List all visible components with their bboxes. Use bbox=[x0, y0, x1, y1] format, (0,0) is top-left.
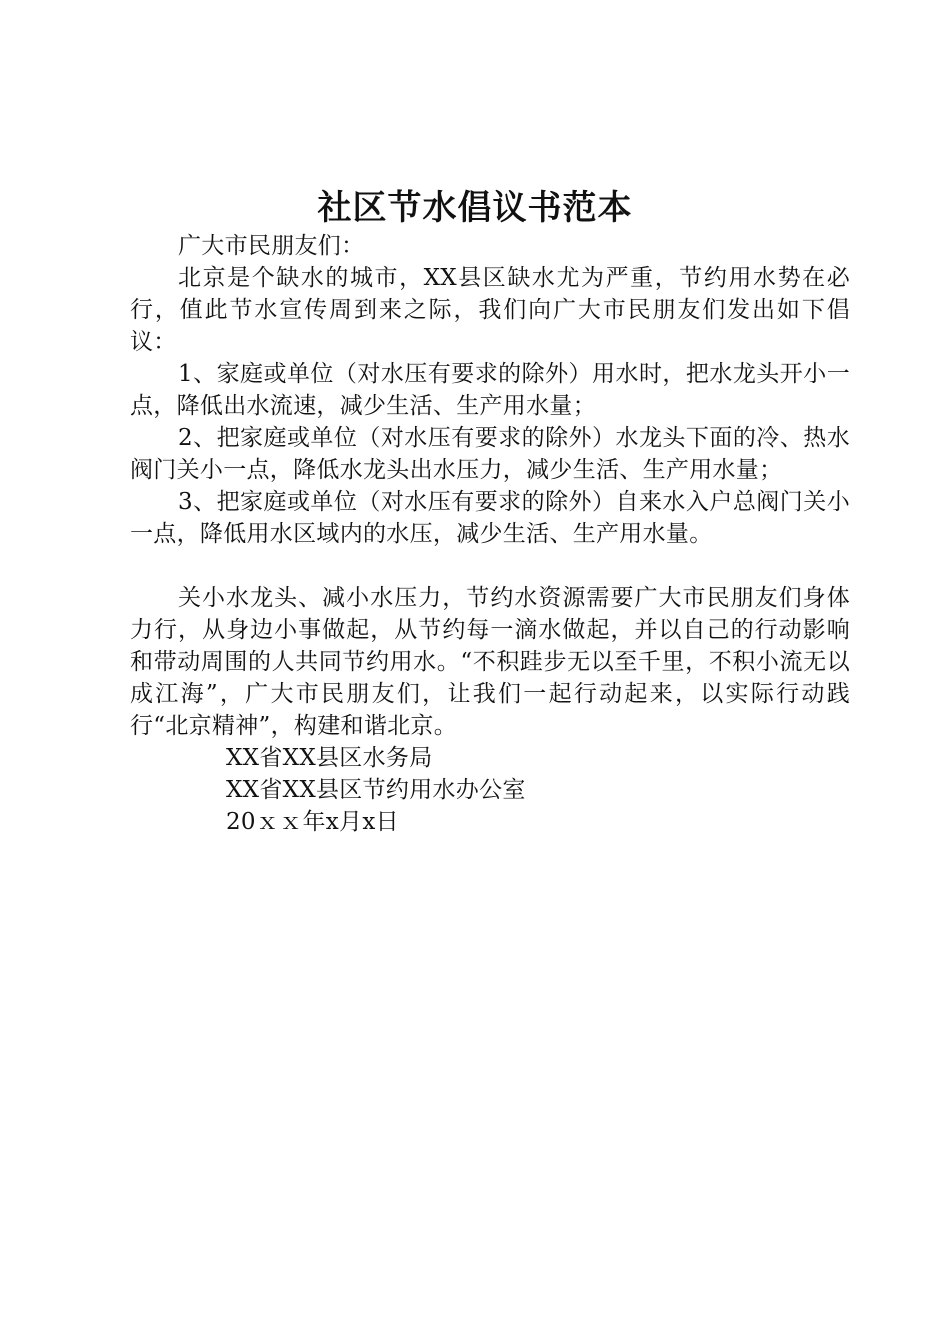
signature-date: 20ｘｘ年x月x日 bbox=[226, 809, 399, 835]
blank-line bbox=[130, 550, 850, 582]
intro-paragraph: 北京是个缺水的城市，XX县区缺水尤为严重，节约用水势在必行，值此节水宣传周到来之际，我们向广大市民朋友们发出如下倡议： bbox=[130, 265, 850, 355]
signature-water-bureau: XX省XX县区水务局 bbox=[226, 745, 433, 771]
proposal-item-3: 3、把家庭或单位（对水压有要求的除外）自来水入户总阀门关小一点，降低用水区域内的水压，减少生活、生产用水量。 bbox=[130, 489, 850, 547]
proposal-item-2: 2、把家庭或单位（对水压有要求的除外）水龙头下面的冷、热水阀门关小一点，降低水龙头出水压力，减少生活、生产用水量； bbox=[130, 425, 850, 483]
document-title: 社区节水倡议书范本 bbox=[317, 188, 633, 228]
document-body bbox=[130, 230, 850, 838]
signature-block bbox=[130, 742, 850, 838]
proposal-item-1: 1、家庭或单位（对水压有要求的除外）用水时，把水龙头开小一点，降低出水流速，减少生活、生产用水量； bbox=[130, 361, 850, 419]
salutation: 广大市民朋友们： bbox=[178, 233, 365, 259]
closing-paragraph: 关小水龙头、减小水压力，节约水资源需要广大市民朋友们身体力行，从身边小事做起，从节约每一滴水做起，并以自己的行动影响和带动周围的人共同节约用水。“不积跬步无以至千里，不积小流无以成江海”，广大市民朋友们，让我们一起行动起来，以实际行动践行“北京精神”，构建和谐北京。 bbox=[130, 585, 850, 739]
signature-water-saving-office: XX省XX县区节约用水办公室 bbox=[226, 777, 526, 803]
